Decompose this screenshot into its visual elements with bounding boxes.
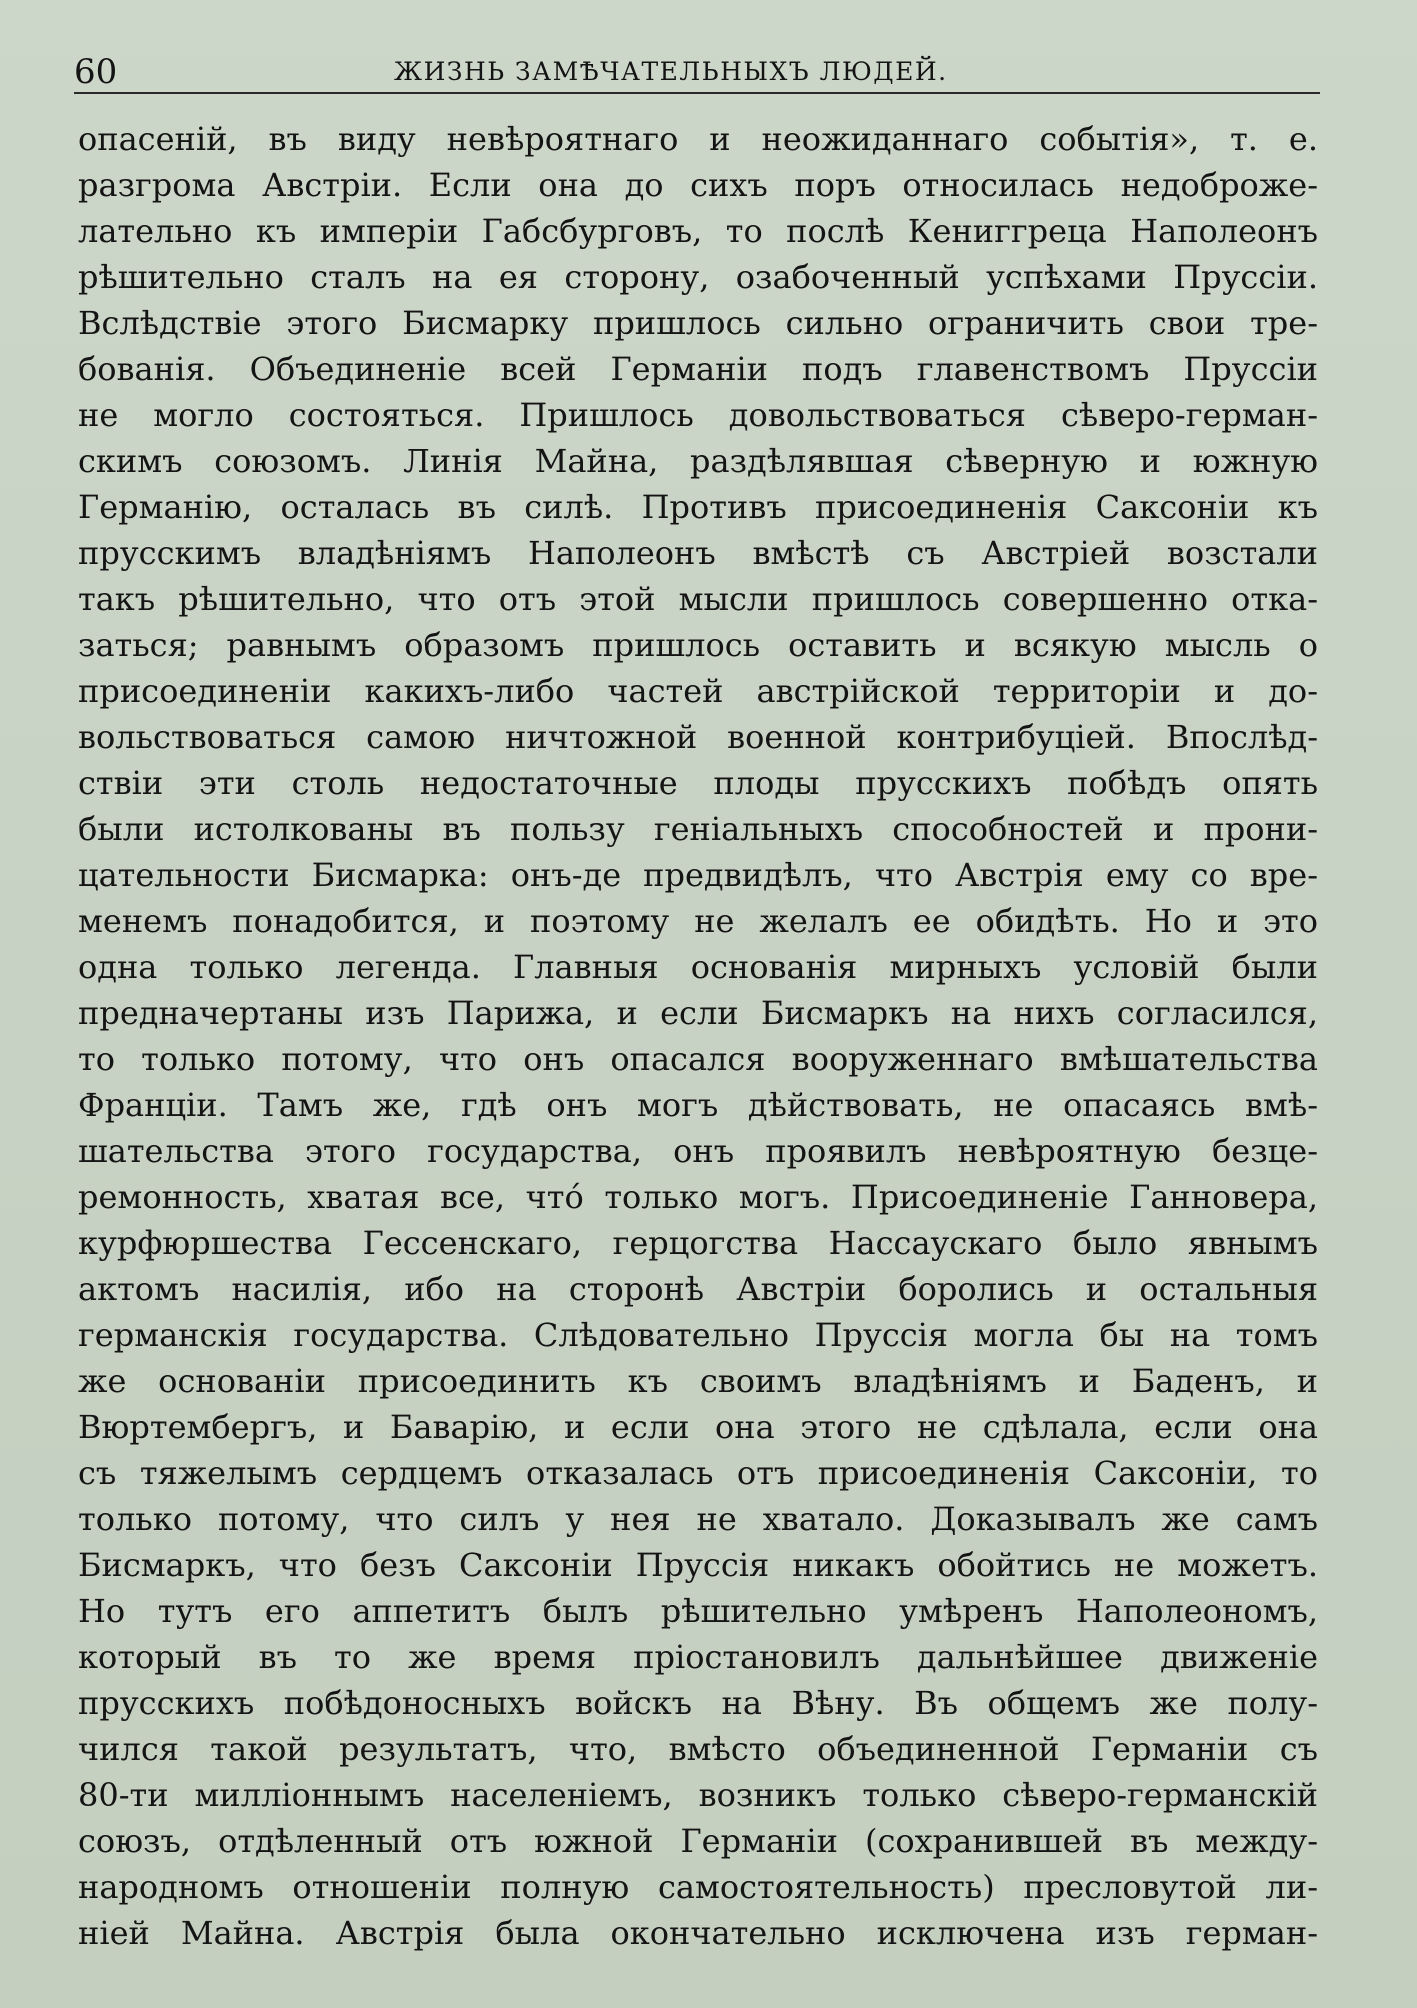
body-text	[78, 116, 1318, 1956]
text-line: ремонность, хватая все, что́ только могъ. Присоединеніе Ганновера,	[78, 1178, 1318, 1216]
text-line: были истолкованы въ пользу геніальныхъ способностей и прони-	[78, 810, 1318, 848]
text-line: только потому, что силъ у нея не хватало. Доказывалъ же самъ	[78, 1500, 1318, 1538]
text-line: рѣшительно сталъ на ея сторону, озабоченный успѣхами Пруссіи.	[78, 258, 1318, 296]
text-line: Германію, осталась въ силѣ. Противъ присоединенія Саксоніи къ	[78, 488, 1318, 526]
text-line: Франціи. Тамъ же, гдѣ онъ могъ дѣйствовать, не опасаясь вмѣ-	[78, 1086, 1318, 1124]
text-line: цательности Бисмарка: онъ-де предвидѣлъ, что Австрія ему со вре-	[78, 856, 1318, 894]
text-line: прусскимъ владѣніямъ Наполеонъ вмѣстѣ съ Австріей возстали	[78, 534, 1318, 572]
text-line: Вюртембергъ, и Баварію, и если она этого не сдѣлала, если она	[78, 1408, 1318, 1446]
running-head: ЖИЗНЬ ЗАМѢЧАТЕЛЬНЫХЪ ЛЮДЕЙ.	[394, 57, 948, 86]
text-line: менемъ понадобится, и поэтому не желалъ ее обидѣть. Но и это	[78, 902, 1318, 940]
text-line: лательно къ имперіи Габсбурговъ, то послѣ Кениггреца Наполеонъ	[78, 212, 1318, 250]
text-line: 80-ти милліоннымъ населеніемъ, возникъ только сѣверо-германскій	[78, 1776, 1318, 1814]
page-number: 60	[74, 52, 118, 92]
text-line: германскія государства. Слѣдовательно Пруссія могла бы на томъ	[78, 1316, 1318, 1354]
text-line: опасеній, въ виду невѣроятнаго и неожиданнаго событія», т. е.	[78, 120, 1318, 158]
text-line: то только потому, что онъ опасался вооруженнаго вмѣшательства	[78, 1040, 1318, 1078]
text-line: актомъ насилія, ибо на сторонѣ Австріи боролись и остальныя	[78, 1270, 1318, 1308]
text-line: вольствоваться самою ничтожной военной контрибуціей. Впослѣд-	[78, 718, 1318, 756]
text-line: союзъ, отдѣленный отъ южной Германіи (сохранившей въ между-	[78, 1822, 1318, 1860]
header-rule	[74, 92, 1320, 94]
text-line: одна только легенда. Главныя основанія мирныхъ условій были	[78, 948, 1318, 986]
text-line: разгрома Австріи. Если она до сихъ поръ относилась недоброже-	[78, 166, 1318, 204]
text-line: прусскихъ побѣдоносныхъ войскъ на Вѣну. Въ общемъ же полу-	[78, 1684, 1318, 1722]
text-line: бованія. Объединеніе всей Германіи подъ главенствомъ Пруссіи	[78, 350, 1318, 388]
text-line: не могло состояться. Пришлось довольствоваться сѣверо-герман-	[78, 396, 1318, 434]
text-line: ствіи эти столь недостаточные плоды прусскихъ побѣдъ опять	[78, 764, 1318, 802]
text-line: присоединеніи какихъ-либо частей австрійской территоріи и до-	[78, 672, 1318, 710]
text-line: скимъ союзомъ. Линія Майна, раздѣлявшая сѣверную и южную	[78, 442, 1318, 480]
text-line: который въ то же время пріостановилъ дальнѣйшее движеніе	[78, 1638, 1318, 1676]
text-line: Вслѣдствіе этого Бисмарку пришлось сильно ограничить свои тре-	[78, 304, 1318, 342]
text-line: такъ рѣшительно, что отъ этой мысли пришлось совершенно отка-	[78, 580, 1318, 618]
text-line: ніей Майна. Австрія была окончательно исключена изъ герман-	[78, 1914, 1318, 1952]
text-line: Бисмаркъ, что безъ Саксоніи Пруссія никакъ обойтись не можетъ.	[78, 1546, 1318, 1584]
text-line: Но тутъ его аппетитъ былъ рѣшительно умѣренъ Наполеономъ,	[78, 1592, 1318, 1630]
page-header	[74, 52, 1320, 92]
text-line: же основаніи присоединить къ своимъ владѣніямъ и Баденъ, и	[78, 1362, 1318, 1400]
text-line: предначертаны изъ Парижа, и если Бисмаркъ на нихъ согласился,	[78, 994, 1318, 1032]
text-line: курфюршества Гессенскаго, герцогства Нассаускаго было явнымъ	[78, 1224, 1318, 1262]
text-line: чился такой результатъ, что, вмѣсто объединенной Германіи съ	[78, 1730, 1318, 1768]
text-line: съ тяжелымъ сердцемъ отказалась отъ присоединенія Саксоніи, то	[78, 1454, 1318, 1492]
text-line: народномъ отношеніи полную самостоятельность) пресловутой ли-	[78, 1868, 1318, 1906]
text-line: шательства этого государства, онъ проявилъ невѣроятную безце-	[78, 1132, 1318, 1170]
text-line: заться; равнымъ образомъ пришлось оставить и всякую мысль о	[78, 626, 1318, 664]
